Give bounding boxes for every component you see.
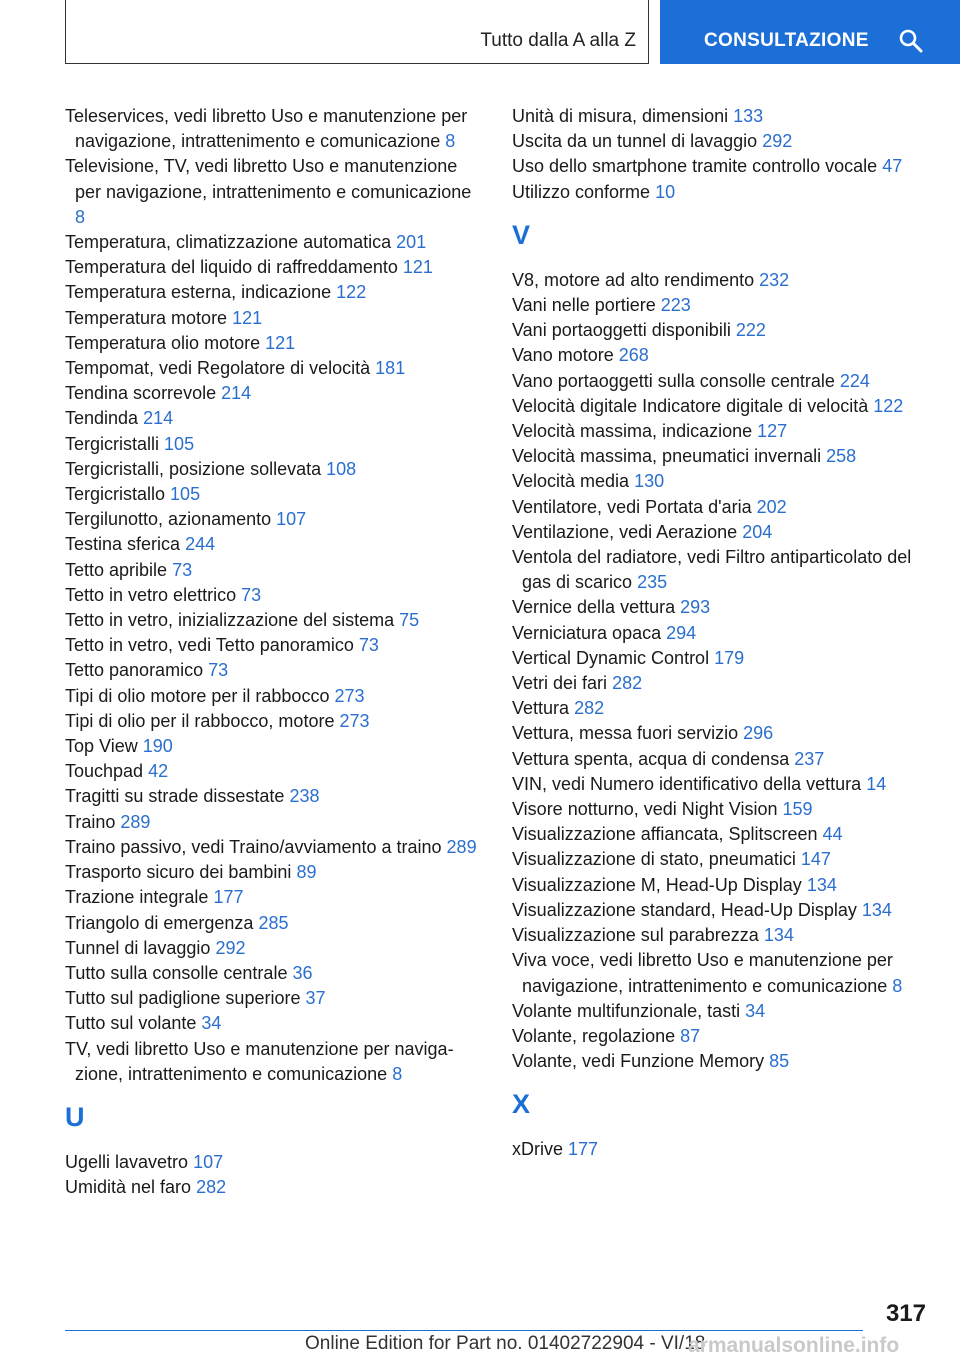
entry-term: Vani portaoggetti disponibili xyxy=(512,320,731,341)
index-entry xyxy=(65,1175,485,1200)
index-entry xyxy=(512,1137,932,1162)
page-reference-link[interactable]: 179 xyxy=(714,647,745,668)
entry-term: Visualizzazione M, Head-Up Display xyxy=(512,874,802,895)
page-reference-link[interactable]: 292 xyxy=(762,131,793,152)
entry-term: Tragitti su strade dissestate xyxy=(65,786,285,807)
index-entry xyxy=(65,280,485,305)
page-reference-link[interactable]: 222 xyxy=(735,320,766,341)
index-entry xyxy=(512,129,932,154)
entry-term: Tutto sul padiglione superiore xyxy=(65,988,301,1009)
page-reference-link[interactable]: 133 xyxy=(733,106,764,126)
index-entry xyxy=(512,797,932,822)
index-entry xyxy=(65,558,485,583)
page-reference-link[interactable]: 36 xyxy=(292,962,313,983)
entry-term: Tutto sulla consolle centrale xyxy=(65,962,288,983)
entry-term: Tutto sul volante xyxy=(65,1013,197,1034)
page-reference-link[interactable]: 282 xyxy=(196,1177,227,1198)
index-entry xyxy=(512,847,932,872)
entry-term: Visualizzazione di stato, pneumatici xyxy=(512,849,796,870)
page-reference-link[interactable]: 258 xyxy=(826,446,857,467)
entry-term: V8, motore ad alto rendimento xyxy=(512,269,755,290)
page-reference-link[interactable]: 268 xyxy=(618,345,649,366)
index-entry xyxy=(65,885,485,910)
index-entry xyxy=(65,306,485,331)
page-reference-link[interactable]: 107 xyxy=(193,1151,224,1172)
entries-u xyxy=(65,1150,485,1200)
page-reference-link[interactable]: 8 xyxy=(892,975,903,996)
entry-term: Umidità nel faro xyxy=(65,1177,192,1198)
entry-term: Tunnel di lavaggio xyxy=(65,937,211,958)
index-entry xyxy=(65,356,485,381)
magnifier-icon xyxy=(898,28,924,54)
index-entry xyxy=(512,520,932,545)
index-entry xyxy=(512,671,932,696)
index-entry xyxy=(65,432,485,457)
index-entry xyxy=(512,343,932,368)
page-reference-link[interactable]: 147 xyxy=(800,849,831,870)
page-reference-link[interactable]: 8 xyxy=(445,131,456,152)
index-entry xyxy=(512,180,932,205)
page-reference-link[interactable]: 85 xyxy=(769,1051,790,1072)
consultation-tab[interactable] xyxy=(660,0,960,64)
index-entry xyxy=(65,1150,485,1175)
entry-term: Vernice della vettura xyxy=(512,597,676,618)
entry-term: Vani nelle portiere xyxy=(512,295,656,316)
entry-term: Tergicristallo xyxy=(65,484,166,505)
entry-term: Tetto apribile xyxy=(65,559,168,580)
entry-term: Temperatura esterna, indicazione xyxy=(65,282,332,303)
index-entry xyxy=(65,255,485,280)
index-entry xyxy=(512,721,932,746)
page-reference-link[interactable]: 204 xyxy=(742,521,773,542)
entry-term: Velocità media xyxy=(512,471,630,492)
page-reference-link[interactable]: 134 xyxy=(806,874,837,895)
entry-term: Vettura, messa fuori servizio xyxy=(512,723,739,744)
entry-term: Temperatura olio motore xyxy=(65,332,261,353)
entry-term: Tetto panoramico xyxy=(65,660,204,681)
page-reference-link[interactable]: 108 xyxy=(326,458,357,479)
index-entry xyxy=(65,835,485,860)
page-reference-link[interactable]: 292 xyxy=(215,937,246,958)
watermark: armanualsonline.info xyxy=(688,1334,900,1357)
entries-u-continued xyxy=(512,104,932,205)
index-entry xyxy=(512,873,932,898)
page-reference-link[interactable]: 235 xyxy=(637,572,668,593)
page-reference-link[interactable]: 289 xyxy=(120,811,151,832)
index-entry xyxy=(65,860,485,885)
page-reference-link[interactable]: 8 xyxy=(392,1063,403,1084)
index-entry xyxy=(512,621,932,646)
page-reference-link[interactable]: 273 xyxy=(334,685,365,706)
index-entry xyxy=(512,696,932,721)
entries-t xyxy=(65,104,485,1087)
page-reference-link[interactable]: 14 xyxy=(866,773,887,794)
entry-term: Touchpad xyxy=(65,761,144,782)
page-reference-link[interactable]: 87 xyxy=(680,1025,701,1046)
index-entry xyxy=(512,394,932,419)
entry-term: Top View xyxy=(65,736,138,757)
entry-term: Uso dello smartphone tramite controllo vocale xyxy=(512,156,878,177)
entry-term: Visualizzazione sul parabrezza xyxy=(512,925,759,946)
page-reference-link[interactable]: 134 xyxy=(861,899,892,920)
entry-term: Tetto in vetro elettrico xyxy=(65,584,237,605)
page-reference-link[interactable]: 75 xyxy=(399,610,420,631)
entry-term: TV, vedi libretto Uso e manutenzione per navigazione, intrattenimento e comunicazione xyxy=(65,1038,454,1084)
edition-note: Online Edition for Part no. 01402722904 - VI/18 xyxy=(305,1333,706,1354)
entry-term: Tendinda xyxy=(65,408,139,429)
entry-term: Volante multifunzionale, tasti xyxy=(512,1000,741,1021)
entry-term: Tetto in vetro, vedi Tetto panoramico xyxy=(65,635,354,656)
header-frame xyxy=(65,0,649,64)
entry-term: Tergilunotto, azionamento xyxy=(65,509,272,530)
entry-term: Triangolo di emergenza xyxy=(65,912,254,933)
index-entry xyxy=(512,419,932,444)
entry-term: Traino xyxy=(65,811,116,832)
index-entry xyxy=(65,658,485,683)
index-entry xyxy=(65,331,485,356)
index-entry xyxy=(65,986,485,1011)
index-entry xyxy=(65,507,485,532)
index-entry xyxy=(65,154,485,230)
footer-divider xyxy=(65,1330,863,1331)
page-reference-link[interactable]: 121 xyxy=(402,257,433,278)
index-entry xyxy=(512,1024,932,1049)
entry-term: Tergicristalli xyxy=(65,433,160,454)
entry-term: Tipi di olio per il rabbocco, motore xyxy=(65,710,335,731)
index-column-right xyxy=(512,104,932,1163)
page-reference-link[interactable]: 8 xyxy=(75,206,86,227)
page-reference-link[interactable]: 37 xyxy=(305,988,326,1009)
index-entry xyxy=(65,911,485,936)
index-entry xyxy=(512,646,932,671)
entry-term: Viva voce, vedi libretto Uso e manutenzione per navigazione, intrattenimento e comunicazione xyxy=(512,950,893,996)
index-entry xyxy=(512,318,932,343)
entry-term: Tempomat, vedi Regolatore di velocità xyxy=(65,358,371,379)
index-entry xyxy=(65,709,485,734)
entry-term: Unità di misura, dimensioni xyxy=(512,106,729,126)
entry-term: Volante, vedi Funzione Memory xyxy=(512,1051,765,1072)
index-entry xyxy=(65,406,485,431)
entry-term: Traino passivo, vedi Traino/avviamento a traino xyxy=(65,836,442,857)
index-entry xyxy=(65,759,485,784)
page-reference-link[interactable]: 105 xyxy=(164,433,195,454)
page-reference-link[interactable]: 181 xyxy=(375,358,406,379)
index-entry xyxy=(65,1037,485,1087)
index-entry xyxy=(65,734,485,759)
page-reference-link[interactable]: 42 xyxy=(148,761,169,782)
letter-heading-u: U xyxy=(65,1101,85,1132)
index-entry xyxy=(512,747,932,772)
index-entry xyxy=(512,1049,932,1074)
index-entry xyxy=(512,469,932,494)
index-entry xyxy=(512,923,932,948)
page-reference-link[interactable]: 202 xyxy=(756,496,787,517)
page-reference-link[interactable]: 282 xyxy=(574,698,605,719)
page-reference-link[interactable]: 223 xyxy=(660,295,691,316)
page-reference-link[interactable]: 214 xyxy=(143,408,174,429)
index-entry xyxy=(512,154,932,179)
entries-v xyxy=(512,268,932,1075)
entry-term: Teleservices, vedi libretto Uso e manutenzione per navigazione, intrattenimento e comunicazione xyxy=(65,106,468,152)
index-entry xyxy=(65,1011,485,1036)
entry-term: Vano portaoggetti sulla consolle centrale xyxy=(512,370,835,391)
index-entry xyxy=(65,104,485,154)
entry-term: Ventilatore, vedi Portata d'aria xyxy=(512,496,752,517)
entry-term: Visualizzazione standard, Head-Up Display xyxy=(512,899,857,920)
index-column-left xyxy=(65,104,485,1200)
index-entry xyxy=(65,684,485,709)
index-entry xyxy=(512,595,932,620)
page-reference-link[interactable]: 201 xyxy=(396,232,427,253)
entry-term: Ugelli lavavetro xyxy=(65,1151,189,1172)
letter-heading-v: V xyxy=(512,219,531,250)
entry-term: Ventola del radiatore, vedi Filtro antiparticolato del gas di scarico xyxy=(512,547,912,593)
page-reference-link[interactable]: 177 xyxy=(568,1139,599,1160)
index-entry xyxy=(65,532,485,557)
entry-term: Vano motore xyxy=(512,345,614,366)
page-reference-link[interactable]: 130 xyxy=(634,471,665,492)
index-entry xyxy=(512,772,932,797)
entry-term: Visore notturno, vedi Night Vision xyxy=(512,799,778,820)
page-reference-link[interactable]: 282 xyxy=(612,673,643,694)
page-reference-link[interactable]: 296 xyxy=(743,723,774,744)
index-entry xyxy=(512,545,932,595)
entry-term: Uscita da un tunnel di lavaggio xyxy=(512,131,758,152)
entry-term: Temperatura, climatizzazione automatica xyxy=(65,232,392,253)
entry-term: Tetto in vetro, inizializzazione del sistema xyxy=(65,610,395,631)
entry-term: Testina sferica xyxy=(65,534,181,555)
entry-term: VIN, vedi Numero identificativo della vettura xyxy=(512,773,862,794)
index-entry xyxy=(65,457,485,482)
page-reference-link[interactable]: 285 xyxy=(258,912,289,933)
entry-term: Tendina scorrevole xyxy=(65,383,217,404)
page-reference-link[interactable]: 73 xyxy=(172,559,193,580)
page-reference-link[interactable]: 34 xyxy=(201,1013,222,1034)
entry-term: xDrive xyxy=(512,1139,564,1160)
tab-label: CONSULTAZIONE xyxy=(704,30,869,51)
entry-term: Vettura spenta, acqua di condensa xyxy=(512,748,790,769)
page-reference-link[interactable]: 105 xyxy=(170,484,201,505)
page-number: 317 xyxy=(885,1300,926,1327)
index-entry xyxy=(65,784,485,809)
entry-term: Televisione, TV, vedi libretto Uso e manutenzione per navigazione, intrattenimento e comunicazione xyxy=(65,156,472,202)
page-reference-link[interactable]: 122 xyxy=(873,395,904,416)
page-reference-link[interactable]: 159 xyxy=(782,799,813,820)
index-entry xyxy=(65,230,485,255)
page-reference-link[interactable]: 121 xyxy=(265,332,296,353)
index-entry xyxy=(512,104,932,129)
entry-term: Vertical Dynamic Control xyxy=(512,647,710,668)
letter-heading-x: X xyxy=(512,1089,531,1120)
page-reference-link[interactable]: 121 xyxy=(232,307,263,328)
entry-term: Velocità digitale Indicatore digitale di velocità xyxy=(512,395,869,416)
page-reference-link[interactable]: 232 xyxy=(759,269,790,290)
entry-term: Velocità massima, pneumatici invernali xyxy=(512,446,822,467)
entries-x xyxy=(512,1137,932,1162)
entry-term: Temperatura motore xyxy=(65,307,228,328)
entry-term: Ventilazione, vedi Aerazione xyxy=(512,521,738,542)
index-entry xyxy=(65,482,485,507)
index-entry xyxy=(65,961,485,986)
page-reference-link[interactable]: 224 xyxy=(839,370,870,391)
page-reference-link[interactable]: 47 xyxy=(882,156,903,177)
index-entry xyxy=(65,608,485,633)
entry-term: Trasporto sicuro dei bambini xyxy=(65,862,292,883)
entry-term: Velocità massima, indicazione xyxy=(512,421,753,442)
index-entry xyxy=(65,936,485,961)
index-entry xyxy=(512,999,932,1024)
page-reference-link[interactable]: 214 xyxy=(221,383,252,404)
page-reference-link[interactable]: 190 xyxy=(142,736,173,757)
page-reference-link[interactable]: 127 xyxy=(757,421,788,442)
index-entry xyxy=(512,369,932,394)
index-entry xyxy=(65,633,485,658)
page-reference-link[interactable]: 237 xyxy=(794,748,825,769)
index-entry xyxy=(512,495,932,520)
entry-term: Visualizzazione affiancata, Splitscreen xyxy=(512,824,818,845)
entry-term: Temperatura del liquido di raffreddamento xyxy=(65,257,398,278)
index-entry xyxy=(512,898,932,923)
page-reference-link[interactable]: 34 xyxy=(745,1000,766,1021)
index-entry xyxy=(65,810,485,835)
page-reference-link[interactable]: 294 xyxy=(666,622,697,643)
page-reference-link[interactable]: 107 xyxy=(276,509,307,530)
entry-term: Vetri dei fari xyxy=(512,673,608,694)
page-reference-link[interactable]: 134 xyxy=(763,925,794,946)
index-entry xyxy=(512,822,932,847)
entry-term: Tergicristalli, posizione sollevata xyxy=(65,458,322,479)
index-entry xyxy=(512,293,932,318)
page-reference-link[interactable]: 73 xyxy=(358,635,379,656)
page-reference-link[interactable]: 289 xyxy=(446,836,477,857)
page-reference-link[interactable]: 73 xyxy=(241,584,262,605)
page-reference-link[interactable]: 122 xyxy=(336,282,367,303)
entry-term: Trazione integrale xyxy=(65,887,209,908)
entry-term: Vettura xyxy=(512,698,570,719)
page-reference-link[interactable]: 73 xyxy=(208,660,229,681)
page-reference-link[interactable]: 89 xyxy=(296,862,317,883)
index-entry xyxy=(512,268,932,293)
entry-term: Volante, regolazione xyxy=(512,1025,676,1046)
entry-term: Verniciatura opaca xyxy=(512,622,662,643)
page-reference-link[interactable]: 10 xyxy=(655,181,676,202)
index-entry xyxy=(512,948,932,998)
page-reference-link[interactable]: 293 xyxy=(680,597,711,618)
page-reference-link[interactable]: 273 xyxy=(339,710,370,731)
entry-term: Tipi di olio motore per il rabbocco xyxy=(65,685,330,706)
section-title: Tutto dalla A alla Z xyxy=(480,30,636,51)
index-entry xyxy=(512,444,932,469)
page-reference-link[interactable]: 238 xyxy=(289,786,320,807)
page-reference-link[interactable]: 177 xyxy=(213,887,244,908)
entry-term: Utilizzo conforme xyxy=(512,181,651,202)
page-reference-link[interactable]: 44 xyxy=(822,824,843,845)
index-entry xyxy=(65,381,485,406)
index-entry xyxy=(65,583,485,608)
page-reference-link[interactable]: 244 xyxy=(185,534,216,555)
